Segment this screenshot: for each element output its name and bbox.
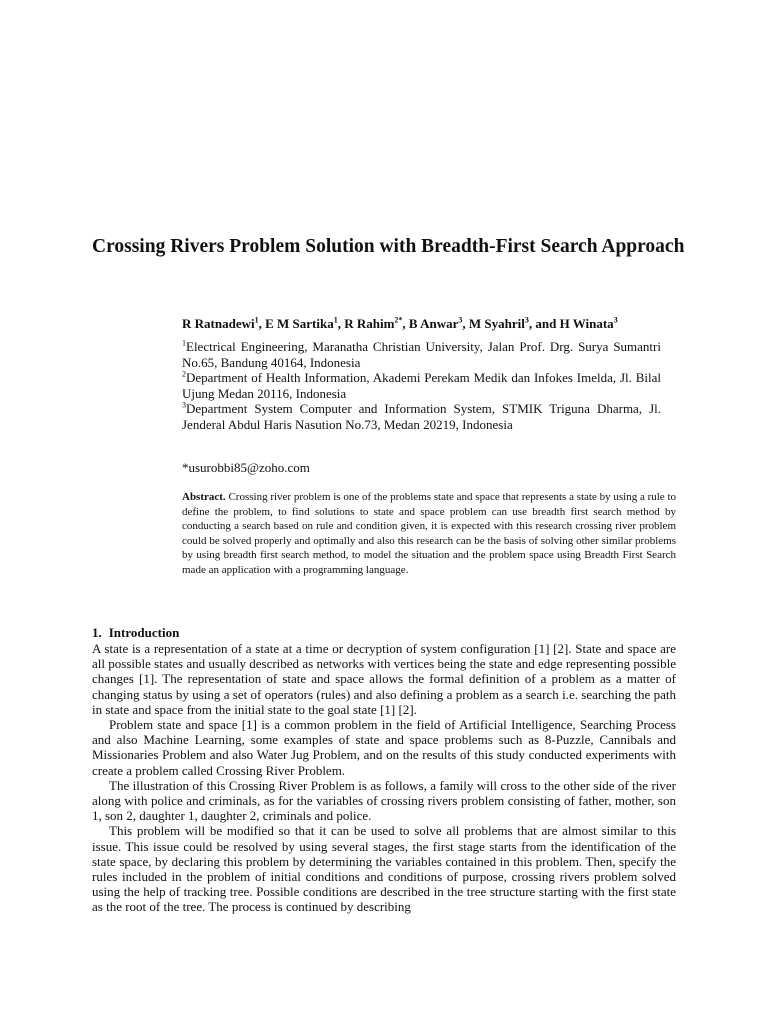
author: B Anwar$^3$, bbox=[408, 315, 469, 331]
author: R Ratnadewi$^1$, bbox=[182, 315, 266, 331]
paragraph: This problem will be modified so that it can be used to solve all problems that are almost similar to this issue. This issue could be resolved by using several stages, the first stage starts from the identification of the state space, by declaring this problem by determining the variables contained in this problem. Then, specify the rules included in the problem of initial conditions and conditions of purpose, crossing rivers problem solved using the help of tracking tree. Possible conditions are described in the tree structure starting with the first state as the root of the tree. The process is continued by describing bbox=[92, 823, 676, 915]
affiliation-list bbox=[182, 339, 661, 432]
abstract bbox=[182, 490, 676, 577]
section-heading-introduction: 1. Introduction bbox=[92, 625, 180, 640]
affiliation: $^3$Department System Computer and Information System, STMIK Triguna Dharma, Jl. Jenderal Abdul Haris Nasution No.73, Medan 20219, Indonesia bbox=[182, 400, 661, 432]
corresponding-email[interactable]: *usurobbi85@zoho.com bbox=[182, 460, 310, 475]
author: R Rahim$^{2*}$, bbox=[344, 315, 409, 331]
paragraph: The illustration of this Crossing River Problem is as follows, a family will cross to the other side of the river along with police and criminals, as for the variables of crossing rivers problem consisting of father, mother, son 1, son 2, daughter 1, daughter 2, criminals and police. bbox=[92, 777, 676, 824]
author: M Syahril$^3$, and bbox=[468, 315, 560, 331]
author-list bbox=[182, 315, 682, 333]
author: E M Sartika$^1$, bbox=[265, 315, 345, 331]
affiliation: $^1$Electrical Engineering, Maranatha Christian University, Jalan Prof. Drg. Surya Sumantri No.65, Bandung 40164, Indonesia bbox=[182, 338, 661, 370]
paragraph: A state is a representation of a state at a time or decryption of system configuration [1] [2]. State and space are all possible states and usually described as networks with vertices being the state and edge representing possible changes [1]. The representation of state and space allows the formal definition of a problem as a matter of changing status by using a set of operators (rules) and also defining a problem as a search i.e. searching the path in state and space from the initial state to the goal state [1] [2]. bbox=[92, 641, 676, 717]
abstract-text: Crossing river problem is one of the problems state and space that represents a state by using a rule to define the problem, to find solutions to state and space problem can use breadth first search method by conducting a search based on rule and condition given, it is expected with this research crossing river problem could be solved properly and optimally and also this research can be the basis of solving other similar problems by using breadth first search method, to model the situation and the problem space using Breadth First Search made an application with a programming language. bbox=[182, 491, 677, 576]
affiliation: $^2$Department of Health Information, Akademi Perekam Medik dan Infokes Imelda, Jl. Bilal Ujung Medan 20116, Indonesia bbox=[182, 369, 661, 401]
paragraph: Problem state and space [1] is a common problem in the field of Artificial Intelligence, Searching Process and also Machine Learning, some examples of state and space problems such as 8-Puzzle, Cannibals and Missionaries Problem and also Water Jug Problem, and on the results of this study conducted experiments with create a problem called Crossing River Problem. bbox=[92, 717, 676, 778]
paper-title: Crossing Rivers Problem Solution with Breadth-First Search Approach bbox=[92, 236, 685, 257]
abstract-label: Abstract. bbox=[182, 491, 226, 503]
author: H Winata$^3$ bbox=[559, 315, 618, 331]
introduction-body bbox=[92, 641, 676, 915]
